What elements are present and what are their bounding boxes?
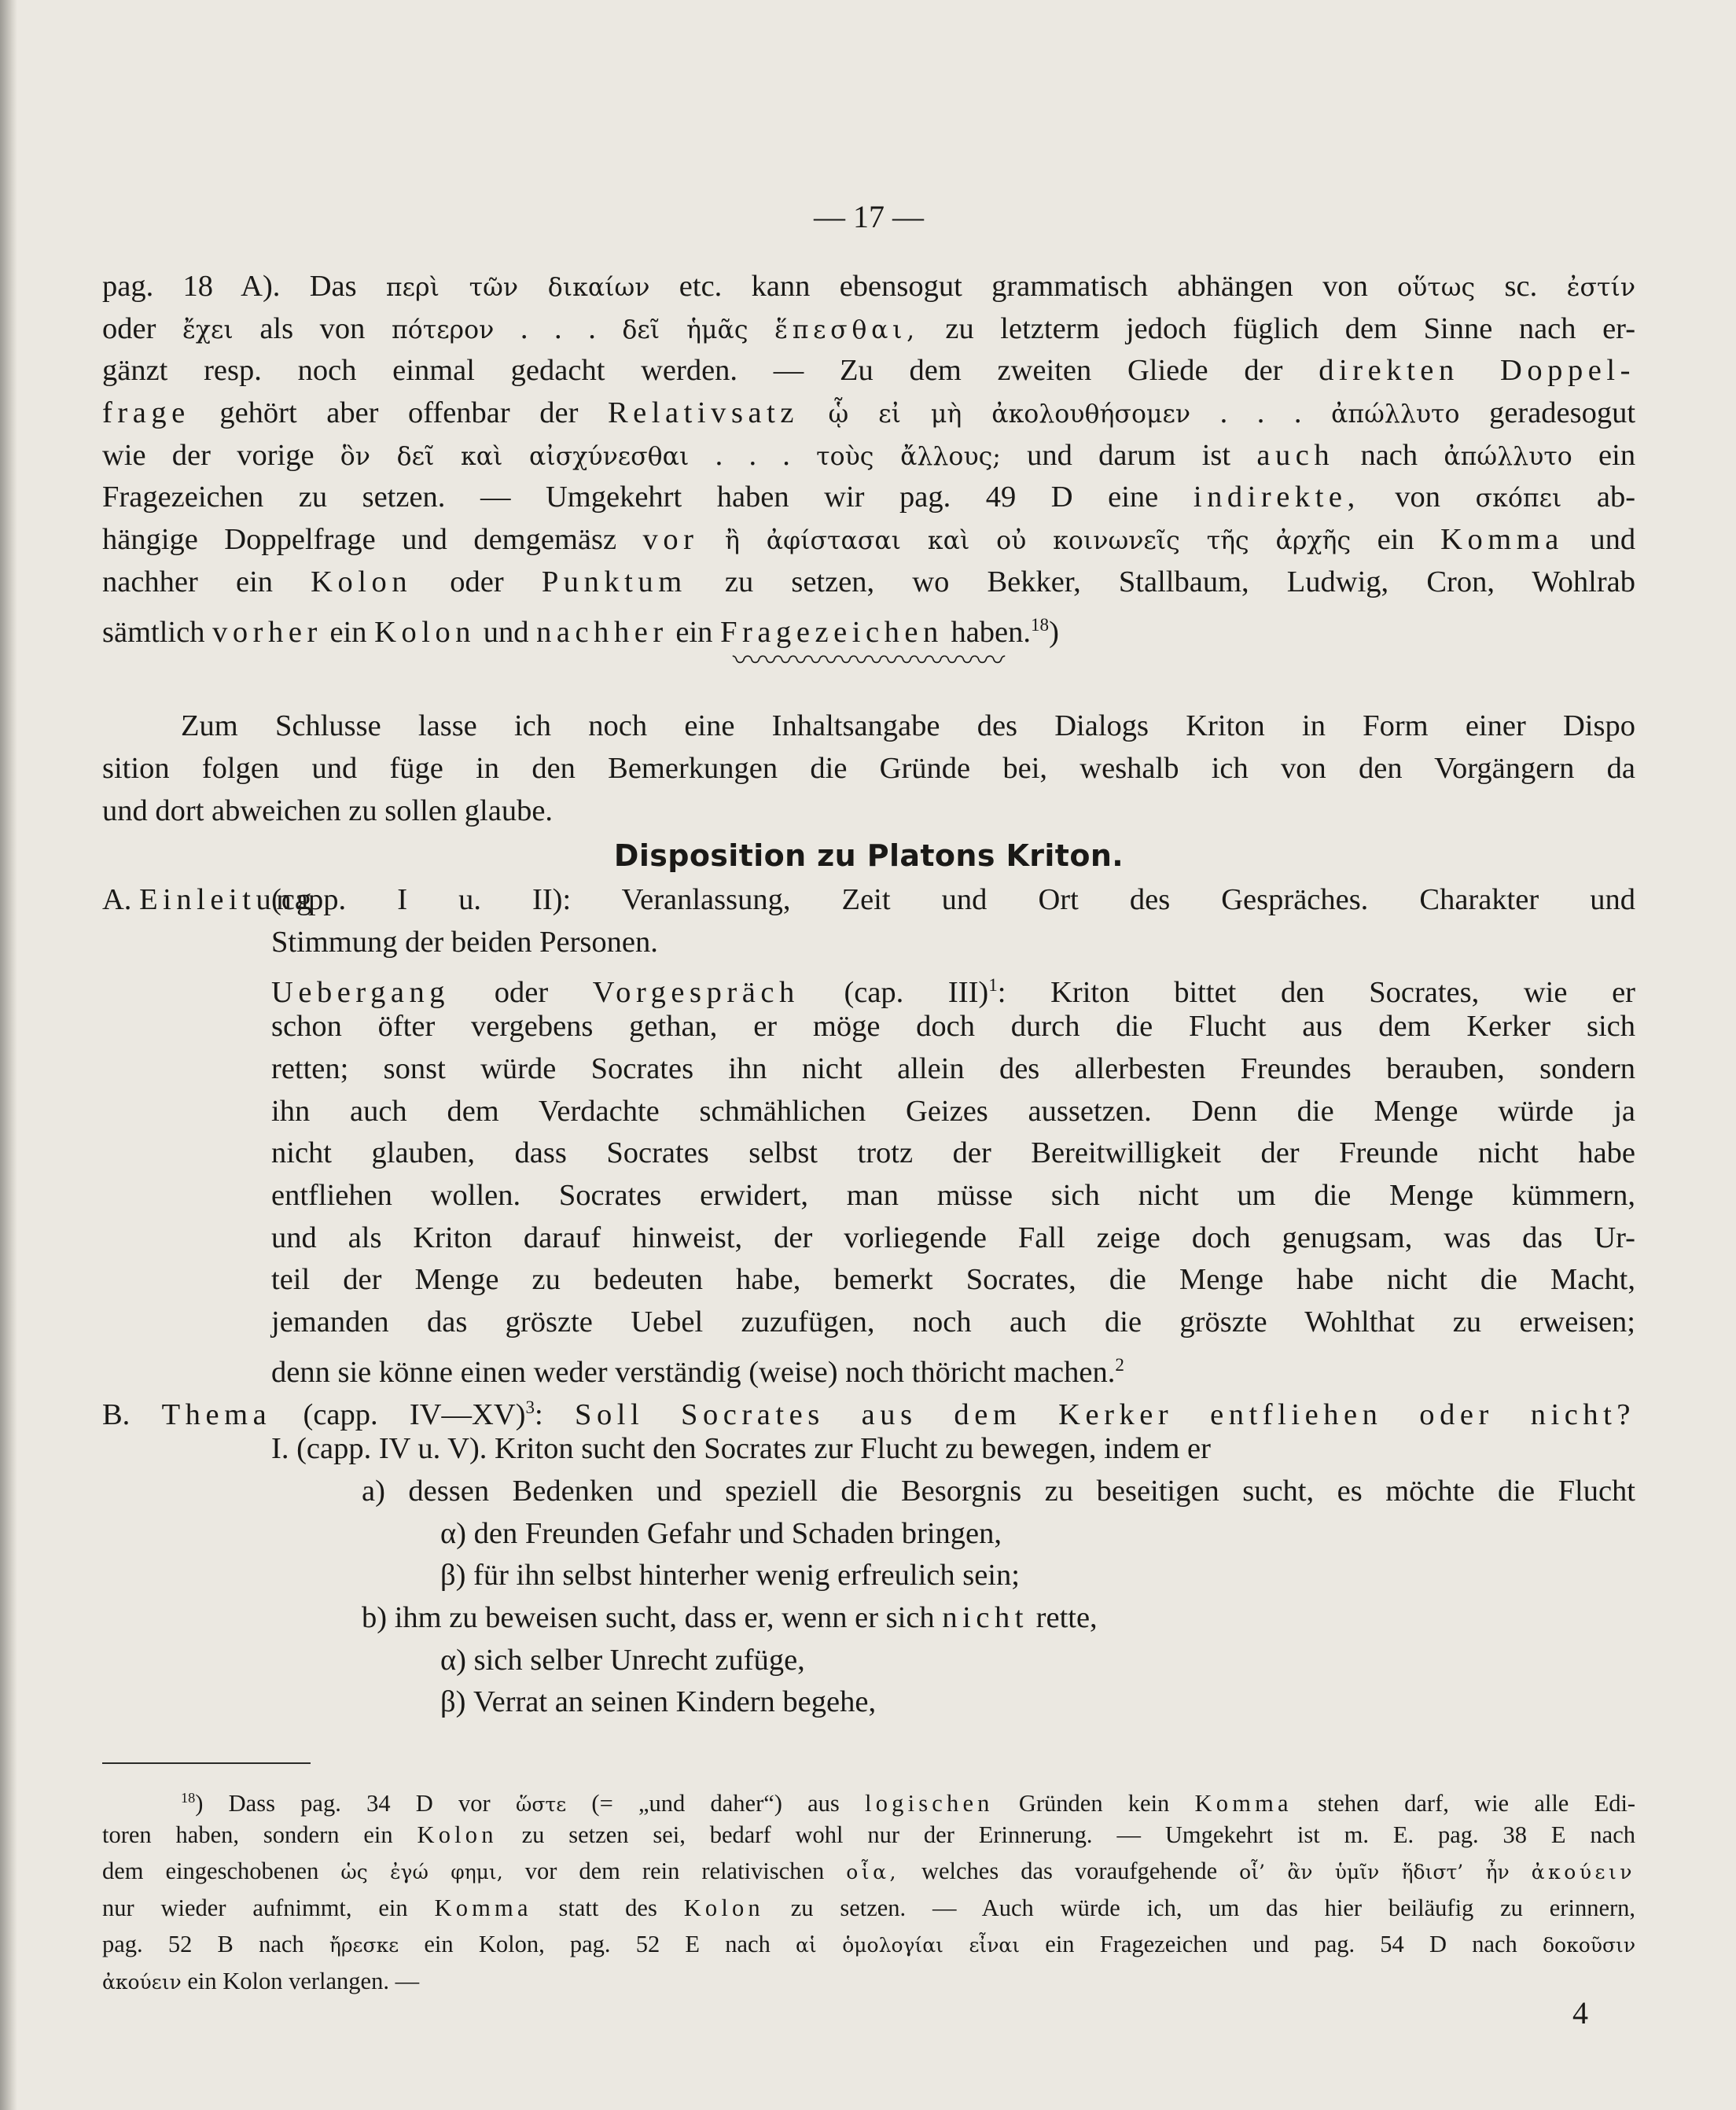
text-line: β) für ihn selbst hinterher wenig erfreulich sein;	[440, 1559, 1020, 1593]
book-gutter-shadow	[0, 0, 17, 2110]
text-line: gänzt resp. noch einmal gedacht werden. — Zu dem zweiten Gliede der direkten Doppel-	[102, 354, 1635, 388]
text-line: β) Verrat an seinen Kindern begehe,	[440, 1685, 877, 1719]
text-line: a) dessen Bedenken und speziell die Besorgnis zu beseitigen sucht, es möchte die Flucht	[362, 1474, 1635, 1508]
footnote-line: $^{18}$) Dass pag. 34 D vor ὥστε (= „und daher“) aus logischen Gründen kein Komma stehen darf, wie alle Edi-	[181, 1789, 1636, 1817]
footnote-line: toren haben, sondern ein Kolon zu setzen sei, bedarf wohl nur der Erinnerung. — Umgekehrt ist m. E. pag. 38 E nach	[102, 1821, 1636, 1848]
text-line: nicht glauben, dass Socrates selbst trotz der Bereitwilligkeit der Freunde nicht habe	[271, 1136, 1635, 1170]
text-line: entfliehen wollen. Socrates erwidert, man müsse sich nicht um die Menge kümmern,	[271, 1179, 1635, 1213]
section-divider-ornament: 〰〰〰〰〰〰〰〰〰	[732, 645, 1006, 679]
text-line: hängige Doppelfrage und demgemäsz vor ἢ ἀφίστασαι καὶ οὐ κοινωνεῖς τῆς ἀρχῆς ein Komma und	[102, 523, 1636, 557]
section-title: Disposition zu Platons Kriton.	[613, 838, 1124, 874]
text-line: jemanden das gröszte Uebel zuzufügen, noch auch die gröszte Wohlthat zu erweisen;	[271, 1305, 1635, 1339]
text-line: α) sich selber Unrecht zufüge,	[440, 1643, 805, 1677]
outline-item-a: A. Einleitung (capp. I u. II): Veranlassung, Zeit und Ort des Gespräches. Charakter und	[102, 883, 1635, 917]
text-line: pag. 18 A). Das περὶ τῶν δικαίων etc. kann ebensogut grammatisch abhängen von οὕτως sc. ἐστίν	[102, 270, 1636, 303]
text-line: Stimmung der beiden Personen.	[271, 925, 658, 959]
text-line: denn sie könne einen weder verständig (weise) noch thöricht machen.$^2$	[271, 1353, 1124, 1389]
text-line: und als Kriton darauf hinweist, der vorliegende Fall zeige doch genugsam, was das Ur-	[271, 1221, 1635, 1254]
text-line: sition folgen und füge in den Bemerkungen die Gründe bei, weshalb ich von den Vorgängern da	[102, 751, 1635, 785]
text-line: b) ihm zu beweisen sucht, dass er, wenn er sich nicht rette,	[362, 1600, 1098, 1634]
text-line: sämtlich vorher ein Kolon und nachher ein Fragezeichen haben.$^{18}$)	[102, 613, 1059, 649]
footnote-ref: 18	[1031, 613, 1050, 635]
footnote-ref: 2	[1115, 1353, 1124, 1375]
text-line: wie der vorige ὃν δεῖ καὶ αἰσχύνεσθαι . . . τοὺς ἄλλους; und darum ist auch nach ἀπώλλυτο ein	[102, 438, 1636, 472]
text-line: Zum Schlusse lasse ich noch eine Inhaltsangabe des Dialogs Kriton in Form einer Dispo	[181, 709, 1635, 743]
text-line: Uebergang oder Vorgespräch (cap. III)$^1$: Kriton bittet den Socrates, wie er	[271, 974, 1635, 1009]
footnotes	[102, 1780, 1635, 1999]
text-line: ihn auch dem Verdachte schmählichen Geizes aussetzen. Denn die Menge würde ja	[271, 1094, 1635, 1128]
text-line: schon öfter vergebens gethan, er möge doch durch die Flucht aus dem Kerker sich	[271, 1010, 1635, 1044]
text-line: oder ἔχει als von πότερον . . . δεῖ ἡμᾶς ἕπεσθαι, zu letzterm jedoch füglich dem Sinne nach er-	[102, 311, 1636, 345]
footnote-line: pag. 52 B nach ἤρεσκε ein Kolon, pag. 52 E nach αἱ ὁμολογίαι εἶναι ein Fragezeichen und pag. 54 D nach δοκοῦσιν	[102, 1931, 1636, 1957]
footnote-rule	[102, 1762, 311, 1764]
footnote-ref: 1	[988, 974, 998, 995]
text-line: teil der Menge zu bedeuten habe, bemerkt Socrates, die Menge habe nicht die Macht,	[271, 1263, 1635, 1297]
text-line: retten; sonst würde Socrates ihn nicht allein des allerbesten Freundes berauben, sondern	[271, 1052, 1635, 1085]
page-number-header: — 17 —	[814, 199, 924, 234]
text-line: und dort abweichen zu sollen glaube.	[102, 794, 554, 827]
document-page	[102, 0, 1635, 2110]
text-line: I. (capp. IV u. V). Kriton sucht den Socrates zur Flucht zu bewegen, indem er	[271, 1432, 1211, 1466]
footnote-ref: 3	[525, 1396, 535, 1417]
text-line: α) den Freunden Gefahr und Schaden bringen,	[440, 1516, 1002, 1550]
signature-mark: 4	[1572, 1995, 1588, 2031]
footnote-line: dem eingeschobenen ὡς ἐγώ φημι, vor dem rein relativischen οἷα, welches das voraufgehende οἷ’ ἂν ὑμῖν ἥδιστ’ ἦν ἀκούειν	[102, 1858, 1636, 1884]
footnote-line: ἀκούειν ein Kolon verlangen. —	[102, 1967, 420, 1994]
text-line: Fragezeichen zu setzen. — Umgekehrt haben wir pag. 49 D eine indirekte, von σκόπει ab-	[102, 481, 1636, 514]
outline-item-b: B. Thema (capp. IV—XV)$^3$: Soll Socrates aus dem Kerker entfliehen oder nicht?	[102, 1396, 1636, 1431]
main-text	[102, 266, 1635, 1724]
text-line: frage gehört aber offenbar der Relativsatz ᾧ εἰ μὴ ἀκολουθήσομεν . . . ἀπώλλυτο geradesogut	[102, 396, 1636, 430]
footnote-line: nur wieder aufnimmt, ein Komma statt des Kolon zu setzen. — Auch würde ich, um das hier beiläufig zu erinnern,	[102, 1894, 1636, 1921]
text-line: nachher ein Kolon oder Punktum zu setzen, wo Bekker, Stallbaum, Ludwig, Cron, Wohlrab	[102, 565, 1635, 598]
